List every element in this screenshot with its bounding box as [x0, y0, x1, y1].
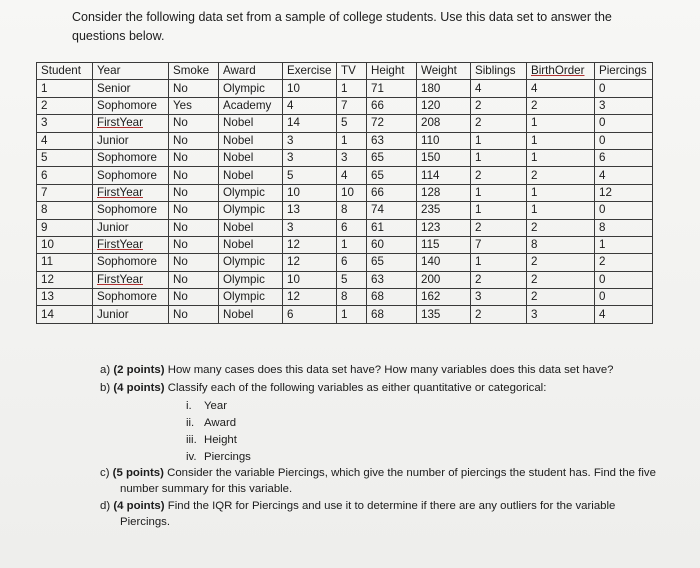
question-b-marker: b) [100, 381, 111, 394]
question-a-points: (2 points) [113, 364, 165, 376]
table-cell: 65 [367, 149, 417, 166]
table-cell: 2 [471, 306, 527, 323]
table-cell: Junior [93, 219, 169, 236]
table-cell: 14 [37, 306, 93, 323]
question-b [100, 381, 660, 397]
table-cell: 140 [417, 254, 471, 271]
table-cell: 4 [471, 80, 527, 97]
table-cell: Sophomore [93, 167, 169, 184]
table-cell: Olympic [219, 289, 283, 306]
table-cell: Nobel [219, 306, 283, 323]
table-cell: No [169, 80, 219, 97]
table-cell: 0 [595, 202, 653, 219]
table-cell: Olympic [219, 184, 283, 201]
item-number: ii. [186, 417, 195, 429]
table-cell: 65 [367, 254, 417, 271]
table-cell: 8 [37, 202, 93, 219]
table-cell: 6 [337, 254, 367, 271]
table-row [37, 219, 653, 236]
table-cell: 1 [471, 132, 527, 149]
table-cell: 3 [283, 219, 337, 236]
question-b-item [186, 432, 660, 449]
table-cell: 0 [595, 80, 653, 97]
question-c-marker: c) [100, 467, 110, 479]
table-cell: 162 [417, 289, 471, 306]
table-cell: 7 [37, 184, 93, 201]
table-cell: 200 [417, 271, 471, 288]
column-header: BirthOrder [527, 63, 595, 80]
table-cell: 3 [527, 306, 595, 323]
item-label: Award [204, 417, 237, 429]
table-cell: 65 [367, 167, 417, 184]
table-cell: 4 [337, 167, 367, 184]
table-cell: 2 [471, 271, 527, 288]
item-number: iv. [186, 451, 197, 463]
table-cell: 4 [595, 306, 653, 323]
table-cell: 235 [417, 202, 471, 219]
column-header: Exercise [283, 63, 337, 80]
table-cell: 68 [367, 306, 417, 323]
table-cell: 1 [471, 149, 527, 166]
table-cell: 12 [283, 289, 337, 306]
table-cell: 1 [595, 236, 653, 253]
table-cell: 8 [527, 236, 595, 253]
table-cell: 4 [595, 167, 653, 184]
table-cell: 12 [283, 236, 337, 253]
table-cell: No [169, 115, 219, 132]
question-a-text: How many cases does this data set have? How many variables does this data set have? [164, 364, 614, 376]
table-cell: 6 [337, 219, 367, 236]
table-cell: No [169, 184, 219, 201]
table-row [37, 132, 653, 149]
table-cell: 63 [367, 132, 417, 149]
question-a [100, 363, 660, 379]
item-label: Piercings [204, 451, 251, 463]
table-cell: 6 [37, 167, 93, 184]
table-cell: 150 [417, 149, 471, 166]
question-c [100, 466, 660, 497]
table-cell: Sophomore [93, 97, 169, 114]
table-cell: 2 [471, 219, 527, 236]
table-cell: 0 [595, 132, 653, 149]
table-cell: 2 [527, 219, 595, 236]
item-number: i. [186, 400, 192, 412]
column-header: Year [93, 63, 169, 80]
table-cell: Academy [219, 97, 283, 114]
data-table [36, 62, 653, 324]
table-cell: 3 [337, 149, 367, 166]
table-row [37, 271, 653, 288]
table-cell: 8 [337, 289, 367, 306]
table-cell: 3 [37, 115, 93, 132]
table-cell: 60 [367, 236, 417, 253]
table-cell: 1 [37, 80, 93, 97]
table-cell: 123 [417, 219, 471, 236]
table-cell: 115 [417, 236, 471, 253]
question-c-text: Consider the variable Piercings, which give the number of piercings the student has. Find the five number summary for this variable. [120, 467, 656, 495]
table-cell: No [169, 236, 219, 253]
table-cell: FirstYear [93, 115, 169, 132]
table-cell: Sophomore [93, 289, 169, 306]
question-b-item [186, 415, 660, 432]
table-row [37, 236, 653, 253]
item-number: iii. [186, 434, 197, 446]
question-b-text: Classify each of the following variables as either quantitative or categorical: [164, 381, 547, 394]
table-cell: No [169, 271, 219, 288]
header-row [37, 63, 653, 80]
table-cell: 2 [527, 97, 595, 114]
table-cell: 1 [471, 254, 527, 271]
table-cell: Nobel [219, 115, 283, 132]
table-cell: 1 [527, 202, 595, 219]
table-cell: Sophomore [93, 254, 169, 271]
table-row [37, 80, 653, 97]
table-cell: 2 [527, 254, 595, 271]
table-cell: Nobel [219, 167, 283, 184]
table-cell: 5 [283, 167, 337, 184]
column-header: Student [37, 63, 93, 80]
question-a-marker: a) [100, 364, 111, 376]
table-cell: 74 [367, 202, 417, 219]
question-d-points: (4 points) [113, 500, 165, 512]
column-header: Height [367, 63, 417, 80]
table-cell: 12 [595, 184, 653, 201]
table-cell: 10 [37, 236, 93, 253]
table-cell: Olympic [219, 271, 283, 288]
table-cell: 61 [367, 219, 417, 236]
table-cell: 8 [337, 202, 367, 219]
table-cell: 1 [337, 80, 367, 97]
table-cell: 1 [527, 115, 595, 132]
table-cell: 4 [283, 97, 337, 114]
table-cell: 2 [527, 271, 595, 288]
table-header [37, 63, 653, 80]
table-row [37, 149, 653, 166]
table-cell: 2 [595, 254, 653, 271]
intro-text: Consider the following data set from a sample of college students. Use this data set to answer the questions below. [72, 10, 612, 43]
table-cell: 128 [417, 184, 471, 201]
table-cell: 2 [527, 167, 595, 184]
table-cell: 7 [337, 97, 367, 114]
table-cell: 5 [337, 115, 367, 132]
table-cell: 10 [283, 184, 337, 201]
question-b-item [186, 449, 660, 466]
table-cell: FirstYear [93, 271, 169, 288]
table-cell: 8 [595, 219, 653, 236]
question-c-points: (5 points) [112, 467, 164, 479]
table-cell: 5 [37, 149, 93, 166]
table-cell: 4 [37, 132, 93, 149]
item-label: Year [204, 400, 228, 412]
table-cell: 63 [367, 271, 417, 288]
table-cell: No [169, 219, 219, 236]
table-cell: 1 [527, 149, 595, 166]
table-cell: FirstYear [93, 184, 169, 201]
table-cell: 1 [337, 132, 367, 149]
column-header: Siblings [471, 63, 527, 80]
table-cell: 114 [417, 167, 471, 184]
table-cell: 110 [417, 132, 471, 149]
table-cell: 66 [367, 97, 417, 114]
table-cell: Olympic [219, 80, 283, 97]
table-cell: 1 [471, 184, 527, 201]
table-cell: 0 [595, 289, 653, 306]
table-cell: 0 [595, 271, 653, 288]
table-cell: 2 [471, 97, 527, 114]
table-cell: 72 [367, 115, 417, 132]
table-cell: Nobel [219, 236, 283, 253]
table-cell: 9 [37, 219, 93, 236]
column-header: Piercings [595, 63, 653, 80]
column-header: Weight [417, 63, 471, 80]
question-b-item [186, 398, 660, 415]
table-cell: FirstYear [93, 236, 169, 253]
table-cell: No [169, 167, 219, 184]
table-cell: No [169, 202, 219, 219]
table-cell: 13 [37, 289, 93, 306]
table-cell: 1 [527, 184, 595, 201]
table-cell: 0 [595, 115, 653, 132]
table-cell: 68 [367, 289, 417, 306]
table-cell: 135 [417, 306, 471, 323]
table-row [37, 254, 653, 271]
table-cell: 3 [595, 97, 653, 114]
table-cell: 2 [471, 115, 527, 132]
table-row [37, 184, 653, 201]
table-cell: Senior [93, 80, 169, 97]
table-cell: 1 [471, 202, 527, 219]
table-cell: 3 [283, 149, 337, 166]
question-d-text: Find the IQR for Piercings and use it to determine if there are any outliers for the variable Piercings. [120, 500, 616, 528]
table-cell: 3 [283, 132, 337, 149]
table-cell: Olympic [219, 202, 283, 219]
table-cell: Sophomore [93, 202, 169, 219]
table-cell: 1 [337, 306, 367, 323]
table-cell: 13 [283, 202, 337, 219]
table-body [37, 80, 653, 323]
table-cell: 5 [337, 271, 367, 288]
table-cell: 6 [595, 149, 653, 166]
table-row [37, 115, 653, 132]
table-cell: Sophomore [93, 149, 169, 166]
table-cell: 71 [367, 80, 417, 97]
table-cell: Yes [169, 97, 219, 114]
table-cell: 10 [337, 184, 367, 201]
table-cell: 1 [527, 132, 595, 149]
table-cell: No [169, 254, 219, 271]
table-cell: Nobel [219, 132, 283, 149]
table-cell: 120 [417, 97, 471, 114]
column-header: Smoke [169, 63, 219, 80]
table-cell: 10 [283, 271, 337, 288]
column-header: Award [219, 63, 283, 80]
table-cell: Nobel [219, 149, 283, 166]
table-cell: 180 [417, 80, 471, 97]
table-cell: Junior [93, 306, 169, 323]
table-cell: 4 [527, 80, 595, 97]
table-cell: 208 [417, 115, 471, 132]
table-cell: 6 [283, 306, 337, 323]
table-cell: Junior [93, 132, 169, 149]
table-row [37, 306, 653, 323]
table-cell: 66 [367, 184, 417, 201]
question-b-items [100, 398, 660, 466]
item-label: Height [204, 434, 237, 446]
table-cell: No [169, 306, 219, 323]
table-cell: 12 [37, 271, 93, 288]
table-cell: 1 [337, 236, 367, 253]
table-cell: No [169, 149, 219, 166]
table-row [37, 97, 653, 114]
table-cell: Olympic [219, 254, 283, 271]
table-row [37, 202, 653, 219]
questions-section [100, 363, 660, 532]
table-cell: No [169, 132, 219, 149]
table-row [37, 167, 653, 184]
question-b-points: (4 points) [113, 381, 165, 394]
column-header: TV [337, 63, 367, 80]
table-cell: 2 [471, 167, 527, 184]
table-cell: 12 [283, 254, 337, 271]
table-cell: No [169, 289, 219, 306]
question-d [100, 499, 660, 530]
table-cell: 11 [37, 254, 93, 271]
table-cell: 3 [471, 289, 527, 306]
table-row [37, 289, 653, 306]
table-cell: Nobel [219, 219, 283, 236]
table-cell: 14 [283, 115, 337, 132]
table-cell: 2 [527, 289, 595, 306]
question-d-marker: d) [100, 500, 111, 512]
table-cell: 10 [283, 80, 337, 97]
table-cell: 2 [37, 97, 93, 114]
table-cell: 7 [471, 236, 527, 253]
